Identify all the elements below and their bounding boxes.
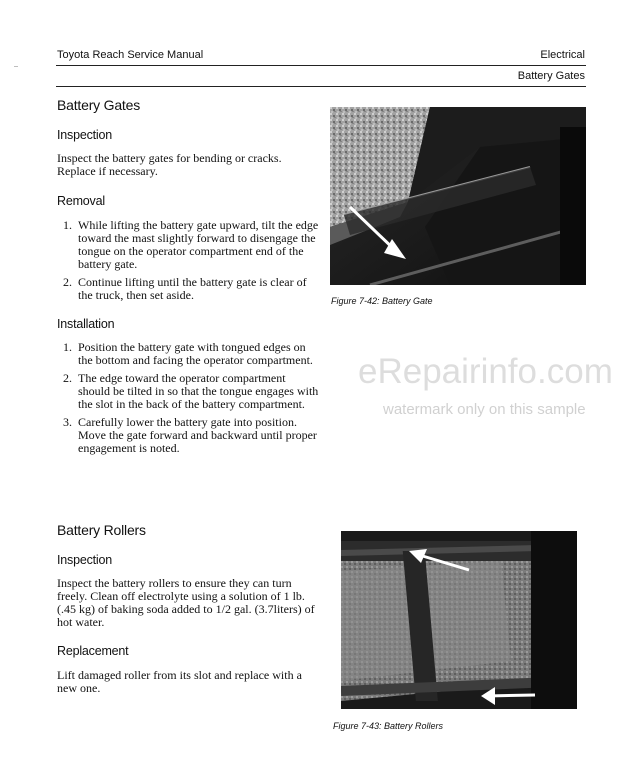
gates-inspection-text: Inspect the battery gates for bending or cracks. Replace if necessary. (57, 151, 282, 178)
installation-steps (57, 341, 319, 460)
battery-rollers-photo (341, 531, 577, 709)
step-number: 2. (63, 371, 72, 385)
manual-title: Toyota Reach Service Manual (57, 49, 204, 61)
step-text: While lifting the battery gate upward, tilt the edge toward the mast slightly forward to disengage the tongue on the operator compartment end of the battery gate. (78, 218, 319, 271)
step-text: Carefully lower the battery gate into position. Move the gate forward and backward until proper engagement is noted. (78, 415, 317, 455)
margin-mark: .. (14, 60, 18, 69)
removal-steps (57, 219, 319, 307)
battery-rollers-heading: Battery Rollers (57, 522, 146, 538)
rollers-inspection-text: Inspect the battery rollers to ensure they can turn freely. Clean off electrolyte using a solution of 1 lb. (.45 kg) of baking soda added to 1/2 gal. (3.7liters) of hot water. (57, 576, 315, 629)
watermark-main: eRepairinfo.com (358, 352, 613, 391)
subheader-rule (56, 86, 586, 87)
installation-heading: Installation (57, 317, 115, 331)
battery-gate-photo (330, 107, 586, 285)
battery-gates-heading: Battery Gates (57, 97, 140, 113)
figure-42-caption: Figure 7-42: Battery Gate (331, 296, 433, 306)
watermark-sub: watermark only on this sample (383, 401, 586, 418)
figure-43-caption: Figure 7-43: Battery Rollers (333, 721, 444, 731)
list-item (57, 219, 319, 271)
step-text: Continue lifting until the battery gate is clear of the truck, then set aside. (78, 275, 307, 302)
step-number: 1. (63, 340, 72, 354)
list-item (57, 416, 319, 455)
list-item (57, 276, 319, 302)
step-number: 3. (63, 415, 72, 429)
step-number: 1. (63, 218, 72, 232)
step-number: 2. (63, 275, 72, 289)
step-text: Position the battery gate with tongued edges on the bottom and facing the operator compartment. (78, 340, 313, 367)
step-text: The edge toward the operator compartment should be tilted in so that the tongue engages with the slot in the back of the battery compartment. (78, 371, 319, 411)
replacement-heading: Replacement (57, 644, 129, 658)
gates-inspection-heading: Inspection (57, 128, 112, 142)
list-item (57, 341, 319, 367)
section-title: Electrical (540, 49, 585, 61)
replacement-text: Lift damaged roller from its slot and replace with a new one. (57, 668, 302, 695)
subsection-title: Battery Gates (517, 70, 585, 82)
header-rule (56, 65, 586, 66)
removal-heading: Removal (57, 194, 105, 208)
list-item (57, 372, 319, 411)
rollers-inspection-heading: Inspection (57, 553, 112, 567)
